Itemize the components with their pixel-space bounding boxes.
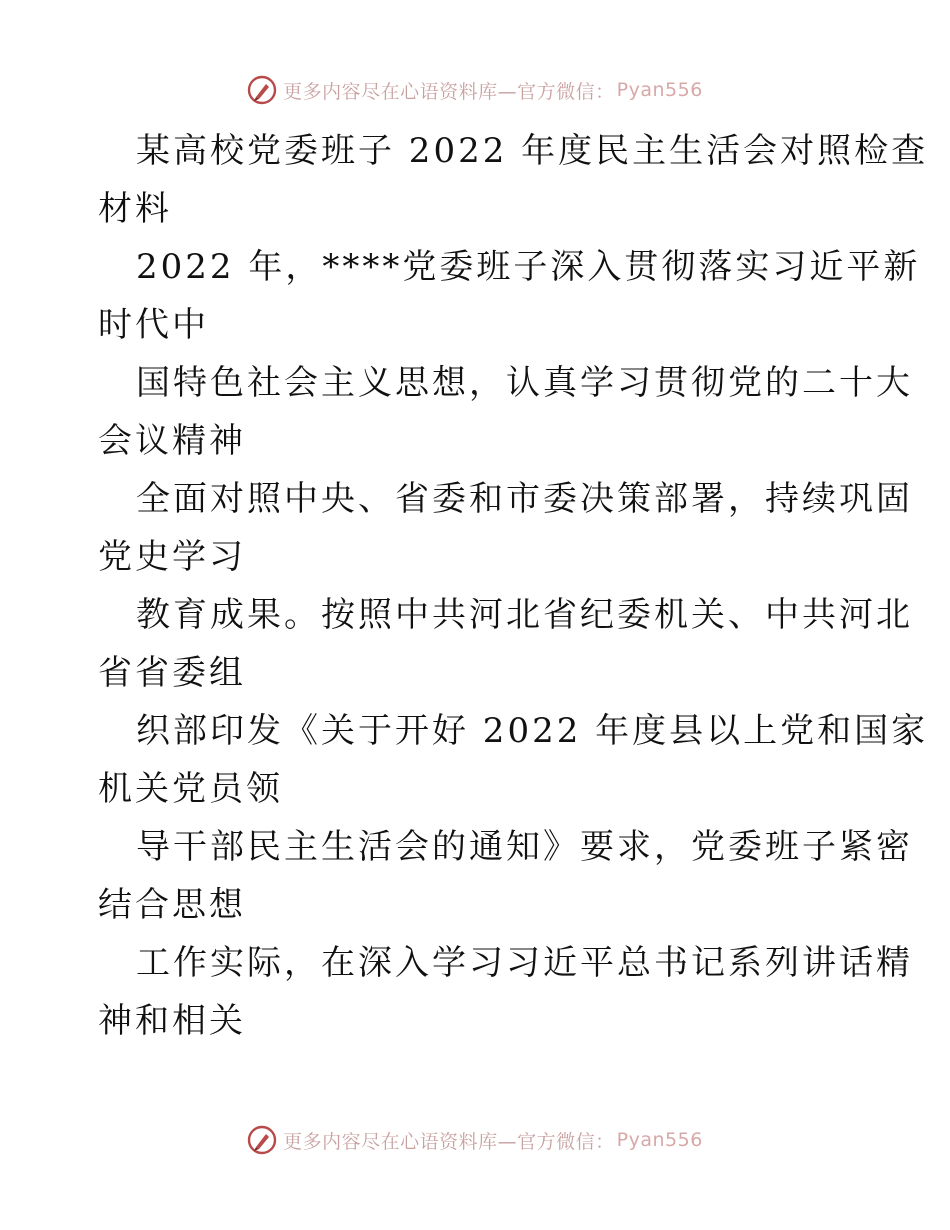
- footer-watermark: [0, 1123, 950, 1157]
- pen-logo-icon: [247, 1125, 277, 1155]
- document-body: [98, 122, 929, 1050]
- text-line: 结合思想: [98, 885, 246, 925]
- text-line: 省省委组: [98, 653, 246, 693]
- text-line: 神和相关: [98, 1001, 246, 1041]
- pen-logo-icon: [247, 75, 277, 105]
- watermark-text: 更多内容尽在心语资料库—官方微信：: [283, 1130, 615, 1153]
- text-line: 国特色社会主义思想，认真学习贯彻党的二十大: [136, 363, 913, 403]
- watermark-wechat-id: Pyan556: [616, 1129, 703, 1151]
- text-line: 织部印发《关于开好 2022 年度县以上党和国家: [136, 711, 929, 751]
- text-line: 2022 年，****党委班子深入贯彻落实习近平新: [136, 247, 921, 287]
- header-watermark: [0, 73, 950, 107]
- text-line: 机关党员领: [98, 769, 283, 809]
- text-line: 教育成果。按照中共河北省纪委机关、中共河北: [136, 595, 913, 635]
- text-line: 会议精神: [98, 421, 246, 461]
- watermark-wechat-id: Pyan556: [616, 79, 703, 101]
- text-line: 导干部民主生活会的通知》要求，党委班子紧密: [136, 827, 913, 867]
- title-line-1: 某高校党委班子 2022 年度民主生活会对照检查: [136, 131, 929, 171]
- text-line: 党史学习: [98, 537, 246, 577]
- title-line-2: 材料: [98, 189, 172, 229]
- text-line: 全面对照中央、省委和市委决策部署，持续巩固: [136, 479, 913, 519]
- watermark-text: 更多内容尽在心语资料库—官方微信：: [283, 80, 615, 103]
- text-line: 时代中: [98, 305, 209, 345]
- text-line: 工作实际，在深入学习习近平总书记系列讲话精: [136, 943, 913, 983]
